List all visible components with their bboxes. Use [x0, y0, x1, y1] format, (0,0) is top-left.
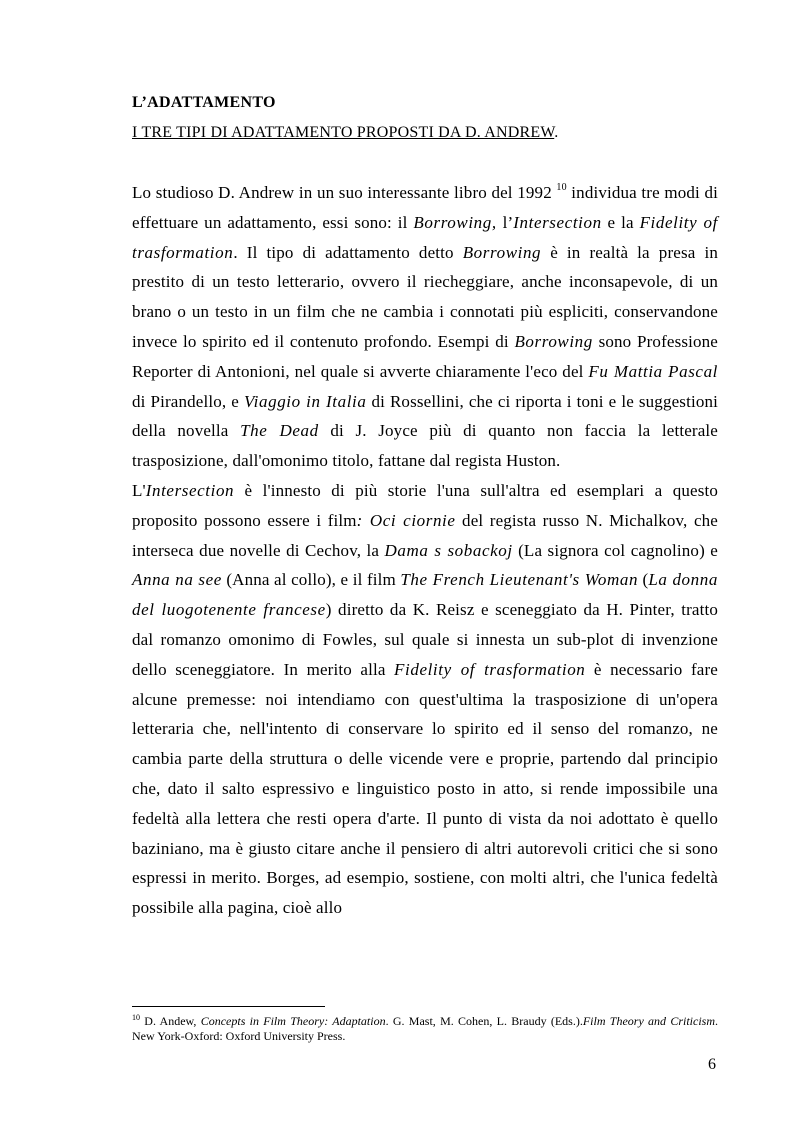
text-run: . G. Mast, M. Cohen, L. Braudy (Eds.). — [385, 1014, 583, 1028]
text-run: Lo studioso D. Andrew in un suo interessante libro del 1992 — [132, 183, 557, 202]
text-run: (La signora col cagnolino) e — [512, 540, 719, 560]
text-run: L' — [132, 480, 146, 500]
section-subheading-period: . — [554, 124, 559, 141]
section-subheading — [132, 124, 558, 142]
italic-term: Intersection — [145, 480, 235, 500]
italic-title: Anna na see — [132, 570, 222, 590]
italic-title: Fu Mattia Pascal — [588, 361, 718, 381]
text-run: . Il tipo di adattamento detto — [233, 242, 463, 262]
text-run: e la — [601, 212, 640, 232]
text-run: è l'innesto di più storie l'una sull'altra ed esemplari a questo proposito possono essere i film — [132, 480, 718, 530]
text-run: del regista russo N. Michalkov, che interseca due novelle di Cechov, la — [132, 510, 718, 560]
chapter-heading: L’ADATTAMENTO — [132, 94, 276, 111]
italic-term: Borrowing — [514, 331, 593, 351]
text-run: di Rossellini, che ci riporta i toni e le suggestioni della novella — [132, 391, 718, 441]
text-run: di Pirandello, e — [132, 391, 244, 411]
section-subheading-text: I TRE TIPI DI ADATTAMENTO PROPOSTI DA D. ANDREW — [132, 124, 555, 141]
text-run: D. Andew, — [140, 1014, 201, 1028]
text-run: l’ — [496, 212, 514, 232]
italic-title: : Oci ciornie — [356, 510, 456, 530]
italic-term: Fidelity of trasformation — [394, 659, 586, 679]
footnote-reference: 10 — [556, 182, 567, 193]
italic-title: The Dead — [240, 421, 319, 441]
italic-term: Borrowing — [462, 242, 542, 262]
text-run: (Anna al collo), e il film — [221, 570, 401, 590]
text-run: individua tre modi di effettuare un adattamento, essi sono: il — [132, 183, 718, 232]
text-run: sono Professione Reporter di Antonioni, nel quale si avverte chiaramente l'eco del — [132, 331, 718, 381]
italic-title: Viaggio in Italia — [243, 391, 367, 411]
footnote-number: 10 — [132, 1013, 140, 1022]
italic-title: The French Lieutenant's Woman — [400, 570, 639, 590]
italic-term: Fidelity of trasformation — [132, 212, 718, 262]
text-run: ) diretto da K. Reisz e sceneggiato da H. Pinter, tratto dal romanzo omonimo di Fowles, sul quale si innesta un sub-plot di invenzione dello sceneggiatore. In merito alla — [132, 600, 718, 679]
text-run: è necessario fare alcune premesse: noi intendiamo con quest'ultima la trasposizione di un'opera letteraria che, nell'intento di conservare lo spirito ed il senso del romanzo, ne cambia parte della struttura o delle vicende vere e proprie, partendo dal principio che, dato il salto espressivo e linguistico posto in atto, si rende impossibile una fedeltà alla lettera che resti opera d'arte. Il punto di vista da noi adottato è quello baziniano, ma è giusto citare anche il pensiero di altri autorevoli critici che si sono espressi in merito. Borges, ad esempio, sostiene, con molti altri, che l'unica fedeltà possibile alla pagina, cioè allo — [132, 659, 718, 918]
italic-term: Borrowing, — [413, 212, 497, 232]
page-number: 6 — [708, 1056, 716, 1073]
footnote — [132, 1014, 718, 1044]
italic-title: Dama s sobackoj — [384, 540, 513, 560]
paragraph-1 — [132, 178, 718, 476]
text-run: di J. Joyce più di quanto non faccia la letterale trasposizione, dall'omonimo titolo, fattane dal regista Huston. — [132, 421, 718, 471]
footnote-separator — [132, 1006, 325, 1007]
text-run: . New York-Oxford: Oxford University Press. — [132, 1014, 719, 1043]
italic-term: Intersection — [513, 212, 602, 232]
text-run: è in realtà la presa in prestito di un testo letterario, ovvero il riecheggiare, anche inconsapevole, di un brano o un testo in un film che ne cambia i connotati più espliciti, conservandone invece lo spirito ed il contenuto profondo. Esempi di — [132, 242, 718, 351]
text-run: ( — [638, 570, 649, 590]
italic-title: Film Theory and Criticism — [582, 1014, 716, 1028]
paragraph-2 — [132, 476, 718, 923]
body-text — [132, 178, 718, 923]
italic-title: Concepts in Film Theory: Adaptation — [200, 1014, 386, 1028]
italic-title: La donna del luogotenente francese — [132, 570, 718, 620]
